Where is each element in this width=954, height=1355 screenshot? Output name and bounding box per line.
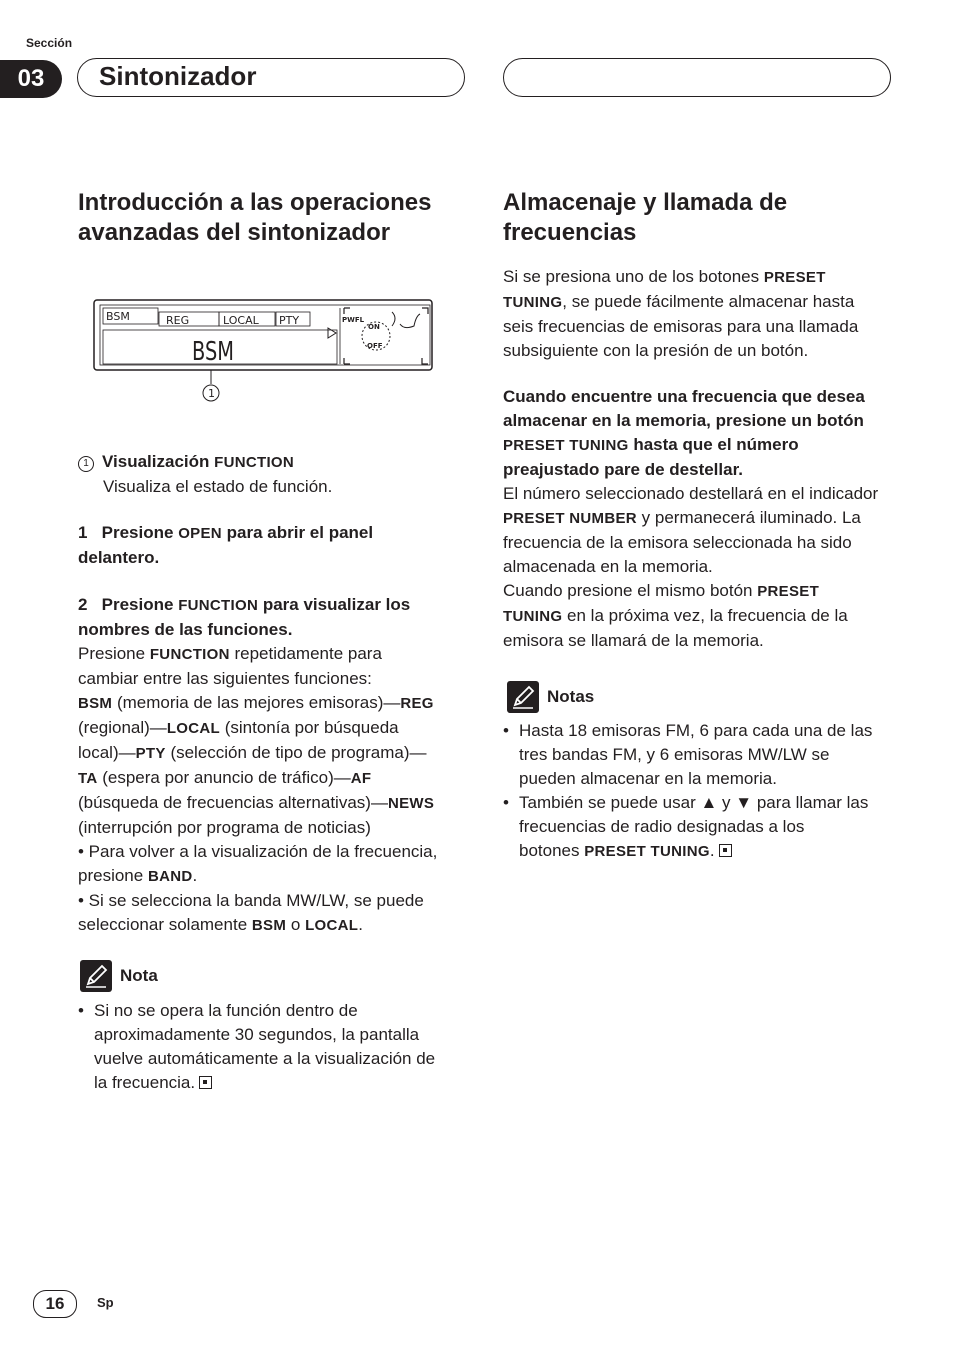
notes-item2-line2: frecuencias de radio designadas a los bbox=[519, 817, 805, 836]
legend-title: Visualización bbox=[102, 452, 210, 471]
notes-item2-text-b: para llamar las bbox=[756, 793, 869, 812]
chapter-title-pill bbox=[77, 58, 465, 97]
indicator-local: LOCAL bbox=[223, 314, 259, 327]
step1-text-a: Presione bbox=[101, 523, 174, 542]
func-pty: PTY bbox=[135, 745, 166, 762]
function-display-illustration bbox=[92, 298, 436, 406]
notes-pencil-icon bbox=[507, 681, 539, 713]
p-rep2: cambiar entre las siguientes funciones: bbox=[78, 669, 372, 688]
step2-text-c: nombres de las funciones. bbox=[78, 620, 293, 639]
note-title: Nota bbox=[120, 966, 158, 985]
func-local-desc: (sintonía por búsqueda bbox=[224, 718, 399, 737]
on-label: ON bbox=[368, 323, 380, 331]
d-key3: TUNING bbox=[503, 608, 563, 625]
d-line6: en la próxima vez, la frecuencia de la bbox=[567, 606, 848, 625]
notes-item2-line3: botones bbox=[519, 841, 580, 860]
func-news-desc: (interrupción por programa de noticias) bbox=[78, 818, 371, 837]
notes-item1-line2: tres bandas FM, y 6 emisoras MW/LW se bbox=[519, 745, 830, 764]
off-label: OFF bbox=[367, 342, 383, 350]
step2-key: FUNCTION bbox=[178, 597, 259, 614]
s-line3: hasta que el número bbox=[633, 435, 799, 454]
notes-item2-key: PRESET TUNING bbox=[584, 843, 710, 860]
down-arrow-icon: ▼ bbox=[735, 793, 753, 812]
chapter-title: Sintonizador bbox=[99, 61, 257, 91]
stop-icon bbox=[719, 844, 732, 857]
note-pencil-icon bbox=[80, 960, 112, 992]
step2-text-b: para visualizar los bbox=[262, 595, 411, 614]
func-ta-desc: (espera por anuncio de tráfico)— bbox=[102, 768, 351, 787]
bullet2-key1: BSM bbox=[251, 917, 287, 934]
d-line7: emisora se llamará de la memoria. bbox=[503, 631, 764, 650]
step1-text-b: para abrir el panel bbox=[226, 523, 374, 542]
func-bsm: BSM bbox=[78, 695, 113, 712]
d-line3: frecuencia de la emisora seleccionada ha sido bbox=[503, 533, 852, 552]
note-line2: aproximadamente 30 segundos, la pantalla bbox=[94, 1025, 420, 1044]
p-rep1: repetidamente para bbox=[234, 644, 382, 663]
note-line3: vuelve automáticamente a la visualización de bbox=[94, 1049, 436, 1068]
d-key2: PRESET bbox=[757, 583, 820, 600]
section-label: Sección bbox=[26, 36, 73, 50]
page-number: 16 bbox=[33, 1290, 77, 1318]
p1-text-b: , se puede fácilmente almacenar hasta bbox=[562, 292, 855, 311]
indicator-pty: PTY bbox=[279, 314, 300, 327]
step1-key: OPEN bbox=[178, 525, 222, 542]
legend-item bbox=[78, 450, 468, 499]
step-1 bbox=[78, 521, 468, 570]
notes-item2-end: . bbox=[709, 841, 715, 860]
bullet2-line1: • Si se selecciona la banda MW/LW, se puede bbox=[78, 891, 424, 910]
legend-desc: Visualiza el estado de función. bbox=[103, 477, 333, 496]
step-2: 2 Presione FUNCTION para visualizar los nombres de las funciones. Presione FUNCTION repetidamente para cambiar entre las siguientes funciones: BSM (memoria de las mejores emisoras)—REG (regional)—LOCAL (sintonía por búsqueda local)—PTY (selección de tipo de programa)— TA (espera por anuncio de tráfico)—AF (búsqueda de frecuencias alternativas)—NEWS (interrupción por programa de noticias) • Para volver a la visualización de la frecuencia, presione BAND. • Si se selecciona la banda MW/LW, se puede seleccionar solamente BSM o LOCAL. bbox=[78, 593, 470, 938]
func-local-desc2: local)— bbox=[78, 743, 136, 762]
callout-number: 1 bbox=[208, 387, 215, 400]
store-instructions bbox=[503, 385, 895, 653]
s-line4: preajustado pare de destellar. bbox=[503, 460, 743, 479]
right-heading-line2: frecuencias bbox=[503, 219, 637, 246]
note-line1: • Si no se opera la función dentro de bbox=[78, 999, 470, 1023]
indicator-reg: REG bbox=[166, 314, 190, 327]
d-key1: PRESET NUMBER bbox=[503, 510, 637, 527]
func-af: AF bbox=[350, 770, 372, 787]
empty-header-pill bbox=[503, 58, 891, 97]
p1-text-d: subsiguiente con la presión de un botón. bbox=[503, 341, 809, 360]
left-heading-line1: Introducción a las operaciones bbox=[78, 189, 432, 216]
d-line5: Cuando presione el mismo botón bbox=[503, 581, 753, 600]
stop-icon bbox=[199, 1076, 212, 1089]
func-af-desc: (búsqueda de frecuencias alternativas)— bbox=[78, 793, 388, 812]
func-ta: TA bbox=[78, 770, 98, 787]
func-reg-desc: (regional)— bbox=[78, 718, 167, 737]
language-code: Sp bbox=[97, 1295, 114, 1310]
left-heading-line2: avanzadas del sintonizador bbox=[78, 219, 391, 246]
left-heading bbox=[78, 188, 468, 248]
notes-item1-line3: pueden almacenar en la memoria. bbox=[519, 769, 777, 788]
func-bsm-desc: (memoria de las mejores emisoras)— bbox=[116, 693, 401, 712]
notes-item2-text-a: También se puede usar bbox=[519, 793, 696, 812]
d-line1: El número seleccionado destellará en el indicador bbox=[503, 484, 879, 503]
p-presione: Presione bbox=[78, 644, 146, 663]
right-heading-line1: Almacenaje y llamada de bbox=[503, 189, 788, 216]
step2-text-a: Presione bbox=[101, 595, 174, 614]
bullet2-line2: seleccionar solamente bbox=[78, 915, 248, 934]
step1-number: 1 bbox=[78, 523, 88, 542]
p-function-key: FUNCTION bbox=[149, 646, 230, 663]
func-reg: REG bbox=[400, 695, 434, 712]
notes-item1-line1: • Hasta 18 emisoras FM, 6 para cada una de las bbox=[503, 719, 895, 743]
legend-key: FUNCTION bbox=[214, 454, 295, 471]
func-local: LOCAL bbox=[166, 720, 220, 737]
pwfl-label: PWFL bbox=[342, 316, 365, 324]
section-number-badge: 03 bbox=[0, 60, 62, 98]
s-line1: Cuando encuentre una frecuencia que desea bbox=[503, 387, 865, 406]
func-pty-desc: (selección de tipo de programa)— bbox=[170, 743, 427, 762]
intro-paragraph bbox=[503, 265, 895, 363]
right-heading bbox=[503, 188, 893, 248]
p1-key2: TUNING bbox=[503, 294, 563, 311]
display-main-text: BSM bbox=[192, 337, 234, 367]
bullet1-key: BAND bbox=[147, 868, 193, 885]
func-news: NEWS bbox=[387, 795, 435, 812]
step2-number: 2 bbox=[78, 595, 88, 614]
s-key: PRESET TUNING bbox=[503, 437, 629, 454]
up-arrow-icon: ▲ bbox=[700, 793, 718, 812]
notes-item2-y: y bbox=[722, 793, 731, 812]
d-line2: y permanecerá iluminado. La bbox=[641, 508, 861, 527]
bullet1-line1: • Para volver a la visualización de la frecuencia, bbox=[78, 842, 438, 861]
indicator-bsm: BSM bbox=[106, 310, 130, 323]
bullet1-line2: presione bbox=[78, 866, 144, 885]
p1-key1: PRESET bbox=[763, 269, 826, 286]
bullet2-key2: LOCAL bbox=[305, 917, 359, 934]
bullet2-o: o bbox=[290, 915, 301, 934]
notes-body bbox=[503, 719, 895, 864]
p1-text-c: seis frecuencias de emisoras para una llamada bbox=[503, 317, 859, 336]
legend-number: 1 bbox=[78, 456, 94, 472]
p1-text-a: Si se presiona uno de los botones bbox=[503, 267, 760, 286]
step1-text-c: delantero. bbox=[78, 548, 160, 567]
notes-title: Notas bbox=[547, 687, 595, 706]
note-body bbox=[78, 999, 470, 1095]
d-line4: almacenada en la memoria. bbox=[503, 557, 713, 576]
s-line2: almacenar en la memoria, presione un botón bbox=[503, 411, 864, 430]
note-line4: la frecuencia. bbox=[94, 1073, 196, 1092]
